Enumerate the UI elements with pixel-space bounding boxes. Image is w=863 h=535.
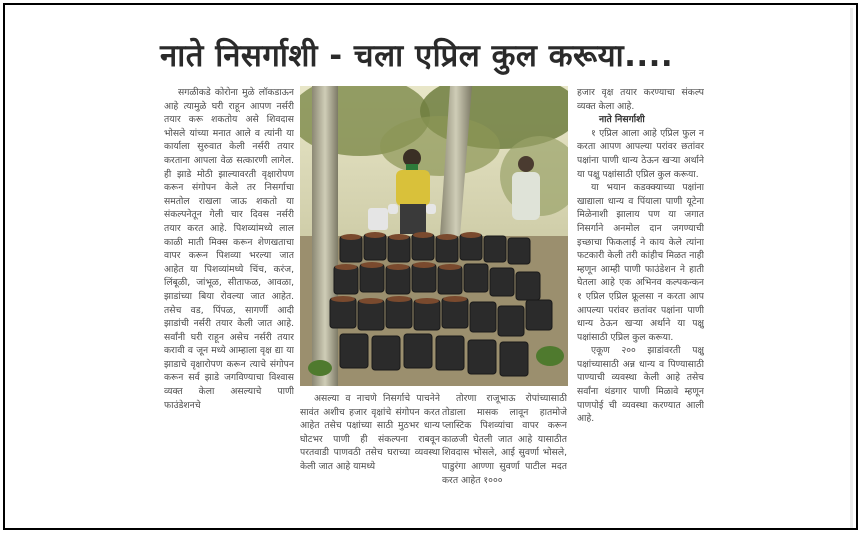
news-photo (300, 86, 568, 386)
headline: नाते निसर्गाशी - चला एप्रिल कुल करूया.... (160, 38, 674, 74)
article-paragraph: हजार वृक्ष तयार करण्याचा संकल्प व्यक्त केला आहे. (577, 87, 704, 112)
article-paragraph: सगळीकडे कोरोना मुळे लॉकडाऊन आहे त्यामुळे घरी राहून आपण नर्सरी तयार करू शकतोय असे शिवदास भोसले यांच्या मनात आले व त्यांनी या कार्याला सुरुवात केली नर्सरी तयार करताना आपला वेळ सत्कारणी लागेल. ही झाडे मोठी झाल्यावरती वृक्षारोपण करून संगोपन केले तर निसर्गाचा समतोल राखला जाऊ शकतो या संकल्पनेतून गेली चार दिवस नर्सरी तयार करत आहे. पिशव्यांमध्ये लाल काळी माती मिक्स करून शेणखताचा वापर करून पिशव्या भरल्या जात आहेत या पिशव्यांमध्ये चिंच, करंज, लिंबूळी, जांभूळ, सीताफळ, आवळा, झाडांच्या बिया रोवल्या जात आहेत. तसेच वड, पिंपळ, सागर्णी आदी झाडांची नर्सरी तयार केली जात आहे. सर्वांनी घरी राहून असेच नर्सरी तयार करावी व जून मध्ये आम्हाला वृक्ष द्या या झाडाचे वृक्षारोपण करून त्याचे संगोपन करून सर्व झाडे जगविण्याचा विश्वास व्यक्त केला असल्याचे पाणी फाउंडेशनचे (164, 87, 294, 411)
section-subheading: नाते निसर्गाशी (599, 114, 645, 126)
article-column-3 (442, 392, 567, 502)
article-paragraph: १ एप्रिल आला आहे एप्रिल फुल न करता आपण आपल्या परांवर छतांवर पक्षांना पाणी धान्य ठेऊन खर्‍या अर्थाने या पक्षु पक्षांसाठी एप्रिल कुल करूया. (577, 127, 704, 180)
page-edge (850, 8, 853, 528)
article-column-4 (577, 86, 704, 506)
article-column-2 (300, 392, 440, 502)
article-paragraph: तोरणा राजूभाऊ रोपांच्यासाठी तोडाला मासक लावून हातमोजे प्लास्टिक पिशव्यांचा वापर करून काळजी घेतली जात आहे यासाठीत शिवदास भोसले, आई सुवर्णा भोसले, पाडुरंगा आण्णा सुवर्णा पाटील मदत करत आहेत १००० (442, 393, 567, 486)
article-paragraph: एकूण २०० झाडांवरती पक्षु पक्षांच्यासाठी अन्न धान्य व पिण्यासाठी पाण्याची व्यवस्था केली आहे तसेच सर्वांना थंडगार पाणी मिळावे म्हणून पाणपोई ची व्यवस्था करण्यात आली आहे. (577, 345, 704, 425)
article-paragraph: या भयान कडक्क्याच्या पक्षांना खाद्याला धान्य व पिंयाला पाणी यूटेना मिळेनाशी झालाय पण या जगात निसर्गाने अनमोल दान जगण्याची इच्छाचा फिकलाई ने काय केले त्यांना फटकारी केली तरी कांहीच मिळत नाही म्हणून आम्ही पाणी फाउंडेशन ने हाती घेतला आहे एक अभिनव कल्पकन्कन १ एप्रिल एप्रिल फ्रूलसा न करता आप आपल्या परांवर छतांवर पक्षांना पाणी धान्य ठेऊन खर्‍या अर्थाने या पक्षु पक्षांसाठी एप्रिल कुल करूया. (577, 182, 704, 343)
news-photo-image (300, 86, 568, 386)
article-column-1 (164, 86, 294, 506)
article-paragraph: असल्या व नाचणे निसर्गाचे पाचनेने सावंत अशीच हजार वृक्षांचे संगोपन करत आहेत तसेच पक्षांच्या साठी मुठभर धान्य घोटभर पाणी ही संकल्पना राबवून परतवाडी पाणवठी तसेच घराच्या व्यवस्था केली जात आहे यामध्ये (300, 393, 440, 472)
